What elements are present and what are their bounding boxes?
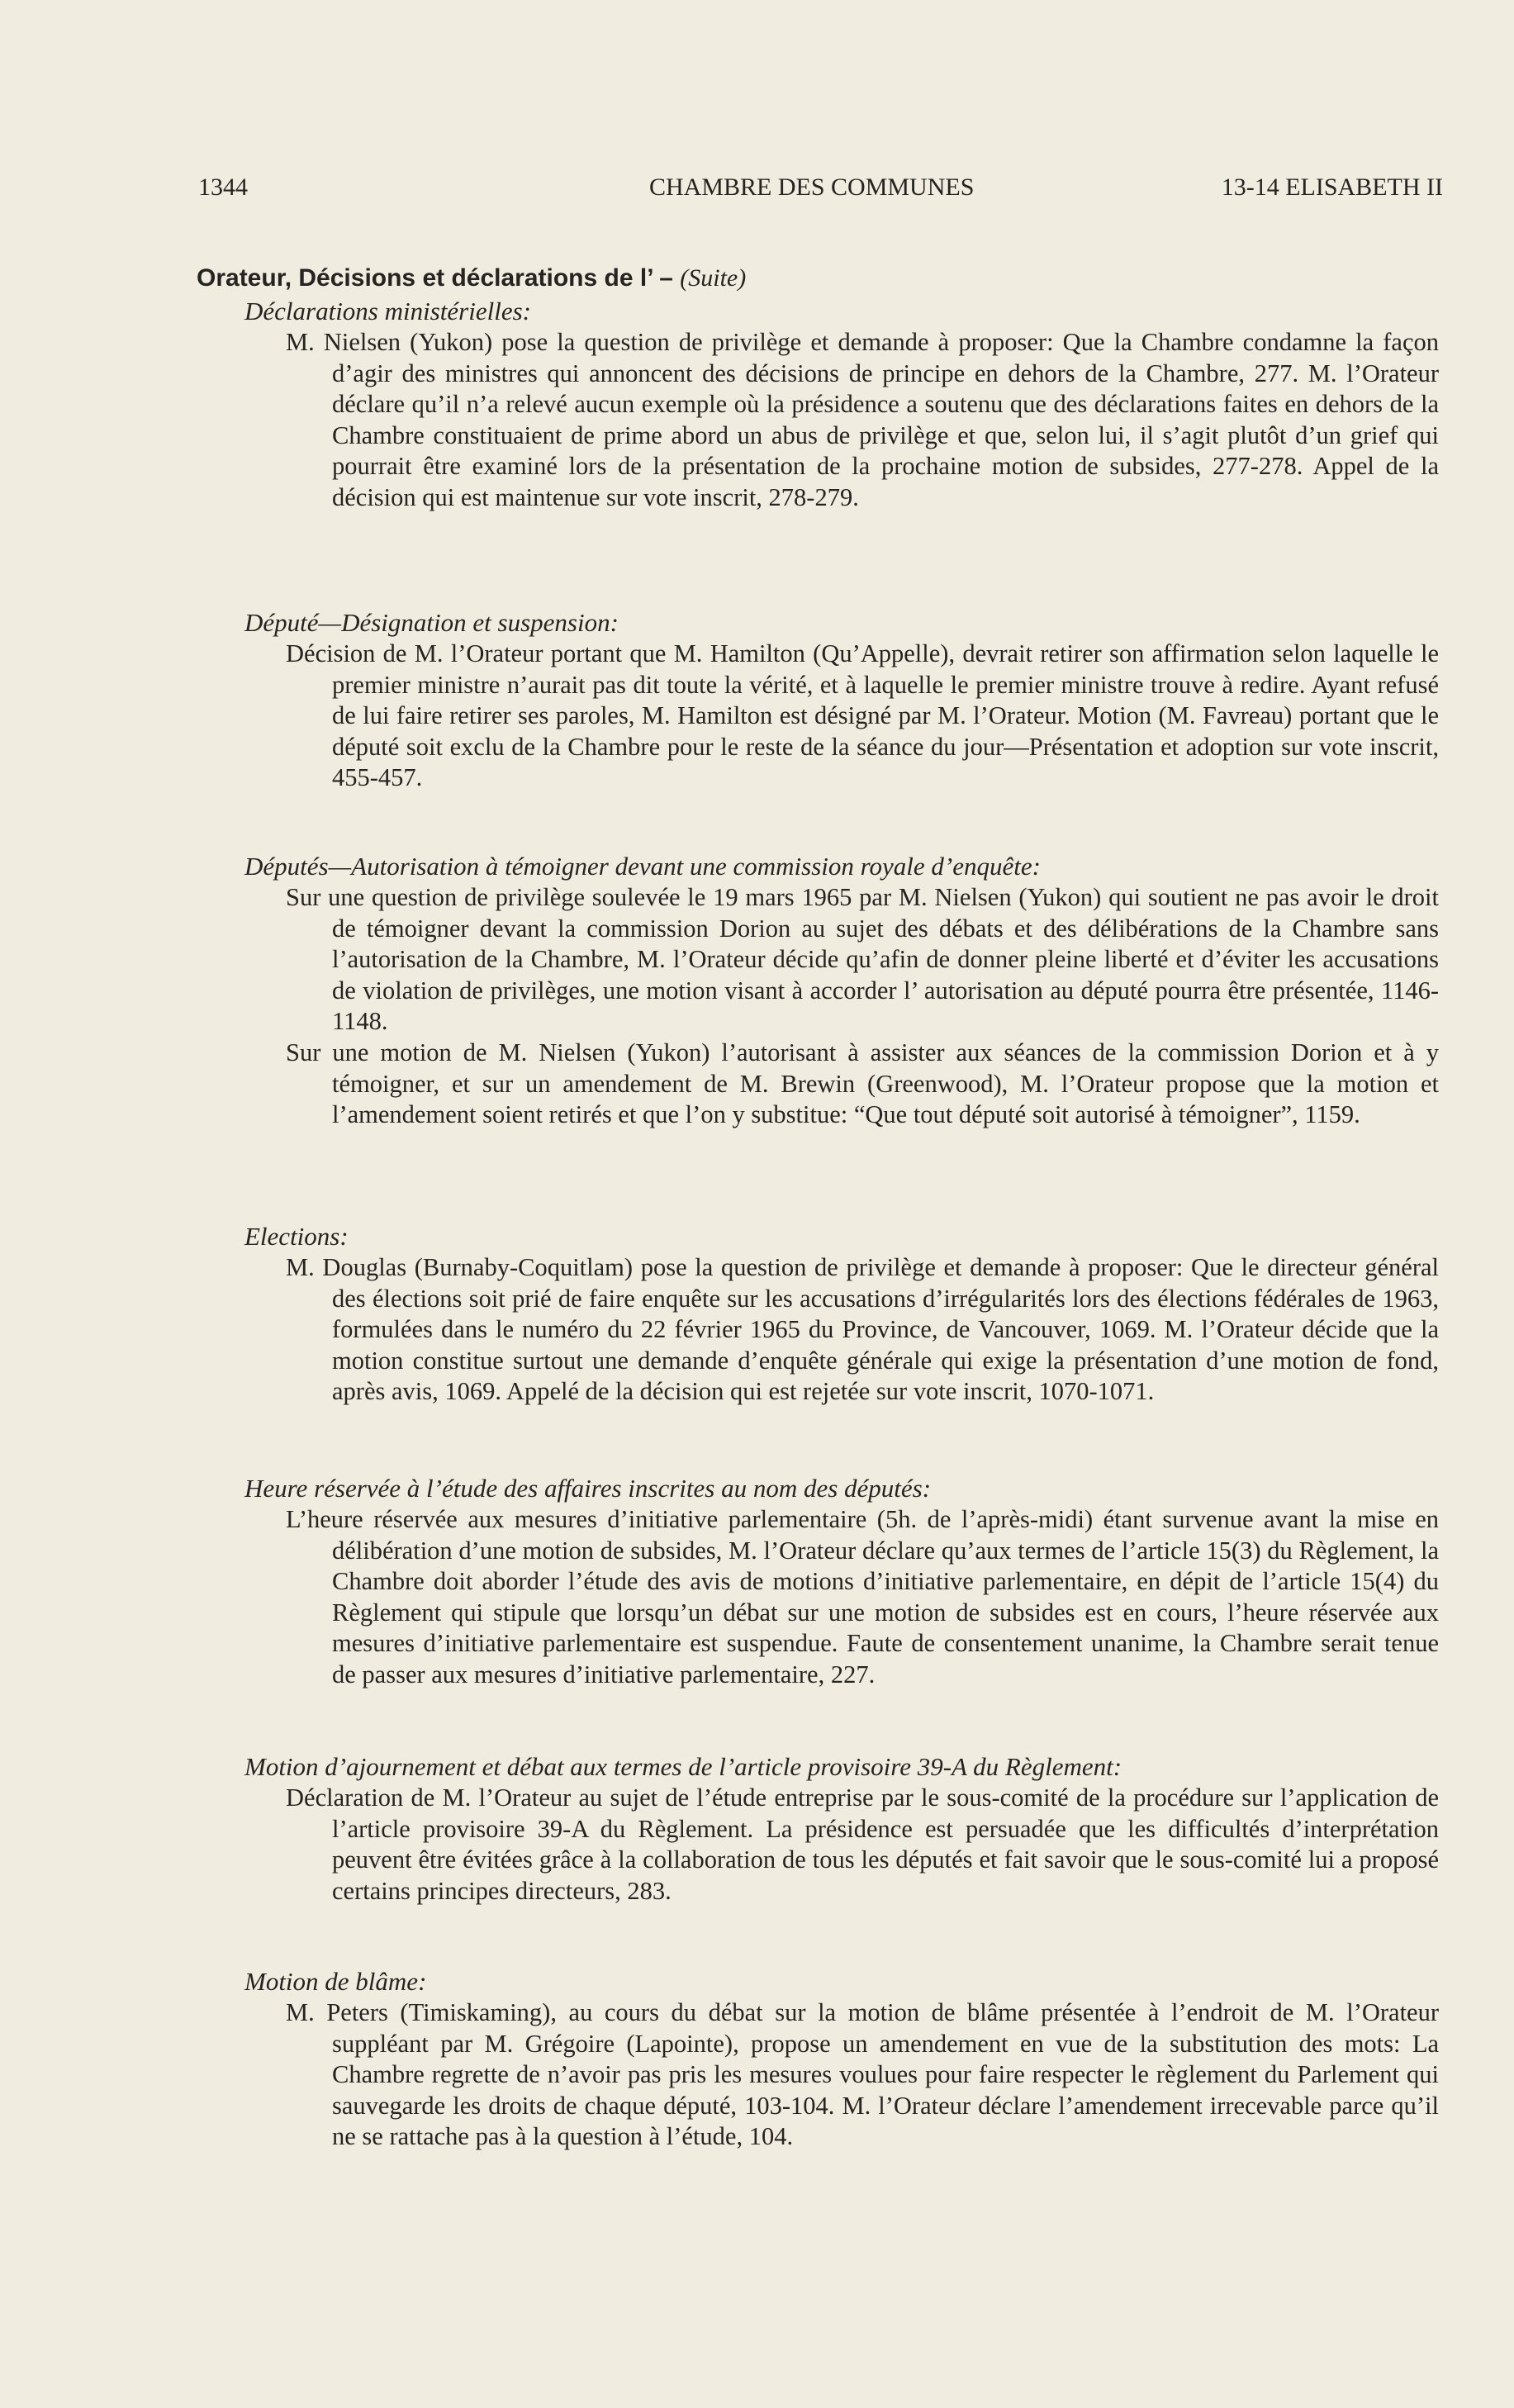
- section-title: Motion de blâme:: [244, 1967, 427, 1996]
- index-entry: Décision de M. l’Orateur portant que M. Hamilton (Qu’Appelle), devrait retirer son affirmation selon laquelle le premier ministre n’aurait pas dit toute la vérité, et à laquelle le premier ministre trouve à redire. Ayant refusé de lui faire retirer ses paroles, M. Hamilton est désigné par M. l’Orateur. Motion (M. Favreau) portant que le député soit exclu de la Chambre pour le reste de la séance du jour—Présentation et adoption sur vote inscrit, 455-457.: [286, 639, 1439, 792]
- page-number: 1344: [198, 173, 248, 201]
- section-title: Déclarations ministérielles:: [244, 297, 531, 325]
- running-title: CHAMBRE DES COMMUNES: [649, 173, 975, 201]
- main-heading-continued: (Suite): [680, 264, 747, 292]
- index-entry: M. Nielsen (Yukon) pose la question de privilège et demande à proposer: Que la Chambre condamne la façon d’agir des ministres qui annoncent des décisions de principe en dehors de la Chambre, 277. M. l’Orateur déclare qu’il n’a relevé aucun exemple où la présidence a soutenu que des déclarations faites en dehors de la Chambre constituaient de prime abord un abus de privilège et que, selon lui, il s’agit plutôt d’un grief qui pourrait être examiné lors de la présentation de la prochaine motion de subsides, 277-278. Appel de la décision qui est maintenue sur vote inscrit, 278-279.: [286, 328, 1439, 511]
- section-title: Députés—Autorisation à témoigner devant une commission royale d’enquête:: [244, 852, 1041, 881]
- volume-title: 13-14 ELISABETH II: [1221, 173, 1443, 201]
- running-header: [0, 173, 1514, 215]
- section-title: Elections:: [244, 1222, 349, 1251]
- index-entry: M. Peters (Timiskaming), au cours du débat sur la motion de blâme présentée à l’endroit de M. l’Orateur suppléant par M. Grégoire (Lapointe), propose un amendement en vue de la substitution des mots: La Chambre regrette de n’avoir pas pris les mesures voulues pour faire respecter le règlement du Parlement qui sauvegarde les droits de chaque député, 103-104. M. l’Orateur déclare l’amendement irrecevable parce qu’il ne se rattache pas à la question à l’étude, 104.: [286, 1998, 1439, 2151]
- index-entry: M. Douglas (Burnaby-Coquitlam) pose la question de privilège et demande à proposer: Que le directeur général des élections soit prié de faire enquête sur les accusations d’irrégularités lors des élections fédérales de 1963, formulées dans le numéro du 22 février 1965 du Province, de Vancouver, 1069. M. l’Orateur décide que la motion constitue surtout une demande d’enquête générale qui exige la présentation d’une motion de fond, après avis, 1069. Appelé de la décision qui est rejetée sur vote inscrit, 1070-1071.: [286, 1253, 1439, 1406]
- index-entry: Sur une question de privilège soulevée le 19 mars 1965 par M. Nielsen (Yukon) qui soutient ne pas avoir le droit de témoigner devant la commission Dorion au sujet des débats et des délibérations de la Chambre sans l’autorisation de la Chambre, M. l’Orateur décide qu’afin de donner pleine liberté et d’éviter les accusations de violation de privilèges, une motion visant à accorder l’ autorisation au député pourra être présentée, 1146-1148.: [286, 883, 1439, 1036]
- section-motion-ajournement: [0, 1751, 1514, 1907]
- main-heading: [197, 264, 746, 292]
- section-declarations-ministerielles: [0, 296, 1514, 514]
- section-depute-designation: [0, 607, 1514, 794]
- section-title: Motion d’ajournement et débat aux termes de l’article provisoire 39-A du Règlement:: [244, 1752, 1122, 1781]
- section-motion-blame: [0, 1966, 1514, 2153]
- section-title: Député—Désignation et suspension:: [244, 608, 619, 637]
- section-title: Heure réservée à l’étude des affaires inscrites au nom des députés:: [244, 1474, 932, 1503]
- section-heure-reservee: [0, 1473, 1514, 1691]
- main-heading-text: Orateur, Décisions et déclarations de l’ –: [197, 264, 673, 292]
- index-entry: Sur une motion de M. Nielsen (Yukon) l’autorisant à assister aux séances de la commission Dorion et à y témoigner, et sur un amendement de M. Brewin (Greenwood), M. l’Orateur propose que la motion et l’amendement soient retirés et que l’on y substitue: “Que tout député soit autorisé à témoigner”, 1159.: [286, 1038, 1439, 1129]
- section-deputes-autorisation: [0, 851, 1514, 1131]
- section-elections: [0, 1221, 1514, 1408]
- index-entry: Déclaration de M. l’Orateur au sujet de l’étude entreprise par le sous-comité de la procédure sur l’application de l’article provisoire 39-A du Règlement. La présidence est persuadée que les difficultés d’interprétation peuvent être évitées grâce à la collaboration de tous les députés et fait savoir que le sous-comité lui a proposé certains principes directeurs, 283.: [286, 1783, 1439, 1905]
- index-entry: L’heure réservée aux mesures d’initiative parlementaire (5h. de l’après-midi) étant survenue avant la mise en délibération d’une motion de subsides, M. l’Orateur déclare qu’aux termes de l’article 15(3) du Règlement, la Chambre doit aborder l’étude des avis de motions d’initiative parlementaire, en dépit de l’article 15(4) du Règlement qui stipule que lorsqu’un débat sur une motion de subsides est en cours, l’heure réservée aux mesures d’initiative parlementaire est suspendue. Faute de consentement unanime, la Chambre serait tenue de passer aux mesures d’initiative parlementaire, 227.: [286, 1505, 1439, 1688]
